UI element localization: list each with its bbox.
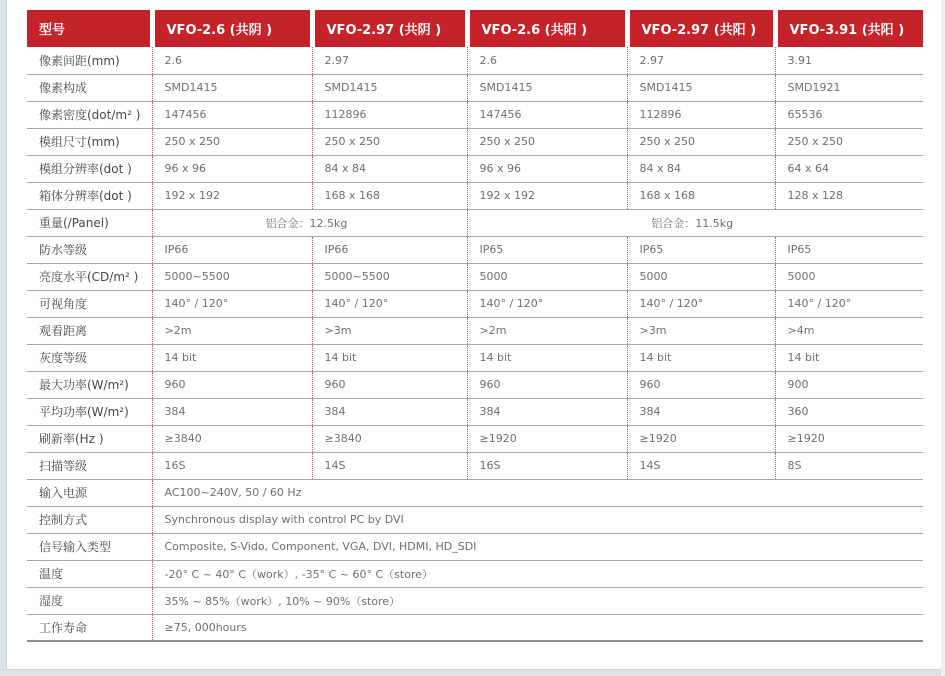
- spec-value: 250 x 250: [312, 128, 467, 155]
- spec-value: ≥1920: [467, 425, 627, 452]
- model-column-header: 型号: [27, 10, 152, 47]
- table-row: [27, 317, 923, 344]
- row-label: 模组尺寸(mm): [27, 128, 152, 155]
- table-row: [27, 236, 923, 263]
- table-row: [27, 506, 923, 533]
- spec-value: 14S: [627, 452, 775, 479]
- row-label: 最大功率(W/m²): [27, 371, 152, 398]
- product-column-header: VFO-2.97 (共阴 ): [312, 10, 467, 47]
- spec-value: 2.97: [627, 47, 775, 74]
- row-label: 平均功率(W/m²): [27, 398, 152, 425]
- row-label: 防水等级: [27, 236, 152, 263]
- header-row: [27, 10, 923, 47]
- spec-value: ≥3840: [152, 425, 312, 452]
- spec-value: SMD1921: [775, 74, 923, 101]
- table-row: [27, 47, 923, 74]
- spec-value: 140° / 120°: [627, 290, 775, 317]
- spec-value: SMD1415: [627, 74, 775, 101]
- table-row: [27, 452, 923, 479]
- spec-value: 140° / 120°: [312, 290, 467, 317]
- spec-value: 2.6: [467, 47, 627, 74]
- spec-value: 5000: [775, 263, 923, 290]
- spec-value: 铝合金：11.5kg: [467, 209, 923, 236]
- spec-value: 96 x 96: [152, 155, 312, 182]
- spec-value: 14 bit: [312, 344, 467, 371]
- spec-value: 384: [627, 398, 775, 425]
- spec-value: -20° C ~ 40° C（work）, -35° C ~ 60° C（store）: [152, 560, 923, 587]
- spec-value: IP65: [627, 236, 775, 263]
- table-row: [27, 128, 923, 155]
- spec-value: 960: [152, 371, 312, 398]
- row-label: 刷新率(Hz ): [27, 425, 152, 452]
- spec-value: 147456: [152, 101, 312, 128]
- spec-value: 250 x 250: [467, 128, 627, 155]
- spec-value: ≥1920: [627, 425, 775, 452]
- spec-value: IP65: [775, 236, 923, 263]
- row-label: 温度: [27, 560, 152, 587]
- row-label: 信号输入类型: [27, 533, 152, 560]
- product-column-header: VFO-3.91 (共阳 ): [775, 10, 923, 47]
- spec-value: 14 bit: [467, 344, 627, 371]
- spec-value: >2m: [467, 317, 627, 344]
- row-label: 输入电源: [27, 479, 152, 506]
- spec-value: ≥1920: [775, 425, 923, 452]
- spec-value: 5000: [467, 263, 627, 290]
- spec-value: 140° / 120°: [467, 290, 627, 317]
- spec-value: IP66: [152, 236, 312, 263]
- table-row: [27, 560, 923, 587]
- product-column-header: VFO-2.6 (共阴 ): [152, 10, 312, 47]
- row-label: 可视角度: [27, 290, 152, 317]
- table-row: [27, 263, 923, 290]
- spec-value: >2m: [152, 317, 312, 344]
- spec-value: 35% ~ 85%（work）, 10% ~ 90%（store）: [152, 587, 923, 614]
- row-label: 控制方式: [27, 506, 152, 533]
- table-row: [27, 74, 923, 101]
- spec-value: Composite, S-Vido, Component, VGA, DVI, HDMI, HD_SDI: [152, 533, 923, 560]
- spec-value: 128 x 128: [775, 182, 923, 209]
- page-edge-right: [941, 0, 945, 676]
- table-row: [27, 398, 923, 425]
- row-label: 像素间距(mm): [27, 47, 152, 74]
- row-label: 亮度水平(CD/m² ): [27, 263, 152, 290]
- row-label: 工作寿命: [27, 614, 152, 641]
- spec-value: 384: [467, 398, 627, 425]
- spec-value: 3.91: [775, 47, 923, 74]
- spec-value: 250 x 250: [775, 128, 923, 155]
- table-row: [27, 614, 923, 641]
- row-label: 灰度等级: [27, 344, 152, 371]
- spec-value: 960: [627, 371, 775, 398]
- spec-value: 360: [775, 398, 923, 425]
- spec-value: IP65: [467, 236, 627, 263]
- spec-value: SMD1415: [467, 74, 627, 101]
- spec-value: 250 x 250: [152, 128, 312, 155]
- spec-value: 112896: [312, 101, 467, 128]
- table-row: [27, 290, 923, 317]
- table-row: [27, 155, 923, 182]
- spec-value: 384: [312, 398, 467, 425]
- table-row: [27, 533, 923, 560]
- spec-value: 65536: [775, 101, 923, 128]
- table-row: [27, 101, 923, 128]
- spec-value: 14S: [312, 452, 467, 479]
- row-label: 模组分辨率(dot ): [27, 155, 152, 182]
- spec-value: 192 x 192: [467, 182, 627, 209]
- spec-value: 960: [467, 371, 627, 398]
- table-row: [27, 182, 923, 209]
- row-label: 像素密度(dot/m² ): [27, 101, 152, 128]
- spec-value: 960: [312, 371, 467, 398]
- spec-value: 16S: [467, 452, 627, 479]
- page-edge-left: [0, 0, 7, 676]
- spec-value: ≥3840: [312, 425, 467, 452]
- row-label: 湿度: [27, 587, 152, 614]
- spec-value: AC100~240V, 50 / 60 Hz: [152, 479, 923, 506]
- spec-value: 250 x 250: [627, 128, 775, 155]
- spec-value: SMD1415: [312, 74, 467, 101]
- spec-value: 2.97: [312, 47, 467, 74]
- spec-value: IP66: [312, 236, 467, 263]
- spec-value: 384: [152, 398, 312, 425]
- spec-value: 140° / 120°: [775, 290, 923, 317]
- row-label: 扫描等级: [27, 452, 152, 479]
- spec-value: 84 x 84: [312, 155, 467, 182]
- spec-value: 铝合金：12.5kg: [152, 209, 467, 236]
- table-row: [27, 209, 923, 236]
- row-label: 重量(/Panel): [27, 209, 152, 236]
- spec-value: 14 bit: [152, 344, 312, 371]
- spec-value: 14 bit: [627, 344, 775, 371]
- table-row: [27, 425, 923, 452]
- spec-value: >3m: [627, 317, 775, 344]
- spec-value: 64 x 64: [775, 155, 923, 182]
- spec-value: 5000~5500: [152, 263, 312, 290]
- table-row: [27, 587, 923, 614]
- row-label: 箱体分辨率(dot ): [27, 182, 152, 209]
- page-edge-bottom: [0, 669, 945, 676]
- spec-value: 14 bit: [775, 344, 923, 371]
- spec-table-head: [27, 10, 923, 47]
- spec-value: 5000: [627, 263, 775, 290]
- table-row: [27, 344, 923, 371]
- product-column-header: VFO-2.97 (共阳 ): [627, 10, 775, 47]
- spec-value: 2.6: [152, 47, 312, 74]
- spec-value: >3m: [312, 317, 467, 344]
- spec-table-body: [27, 47, 923, 641]
- spec-value: 168 x 168: [627, 182, 775, 209]
- spec-value: 96 x 96: [467, 155, 627, 182]
- spec-value: 112896: [627, 101, 775, 128]
- spec-value: Synchronous display with control PC by DVI: [152, 506, 923, 533]
- spec-value: SMD1415: [152, 74, 312, 101]
- spec-value: 8S: [775, 452, 923, 479]
- table-row: [27, 371, 923, 398]
- spec-value: 5000~5500: [312, 263, 467, 290]
- spec-value: 84 x 84: [627, 155, 775, 182]
- spec-table: [27, 10, 923, 642]
- spec-value: 147456: [467, 101, 627, 128]
- spec-value: 140° / 120°: [152, 290, 312, 317]
- spec-value: 192 x 192: [152, 182, 312, 209]
- spec-value: >4m: [775, 317, 923, 344]
- row-label: 像素构成: [27, 74, 152, 101]
- spec-value: 900: [775, 371, 923, 398]
- table-row: [27, 479, 923, 506]
- spec-value: 16S: [152, 452, 312, 479]
- spec-value: ≥75, 000hours: [152, 614, 923, 641]
- spec-value: 168 x 168: [312, 182, 467, 209]
- product-column-header: VFO-2.6 (共阳 ): [467, 10, 627, 47]
- row-label: 观看距离: [27, 317, 152, 344]
